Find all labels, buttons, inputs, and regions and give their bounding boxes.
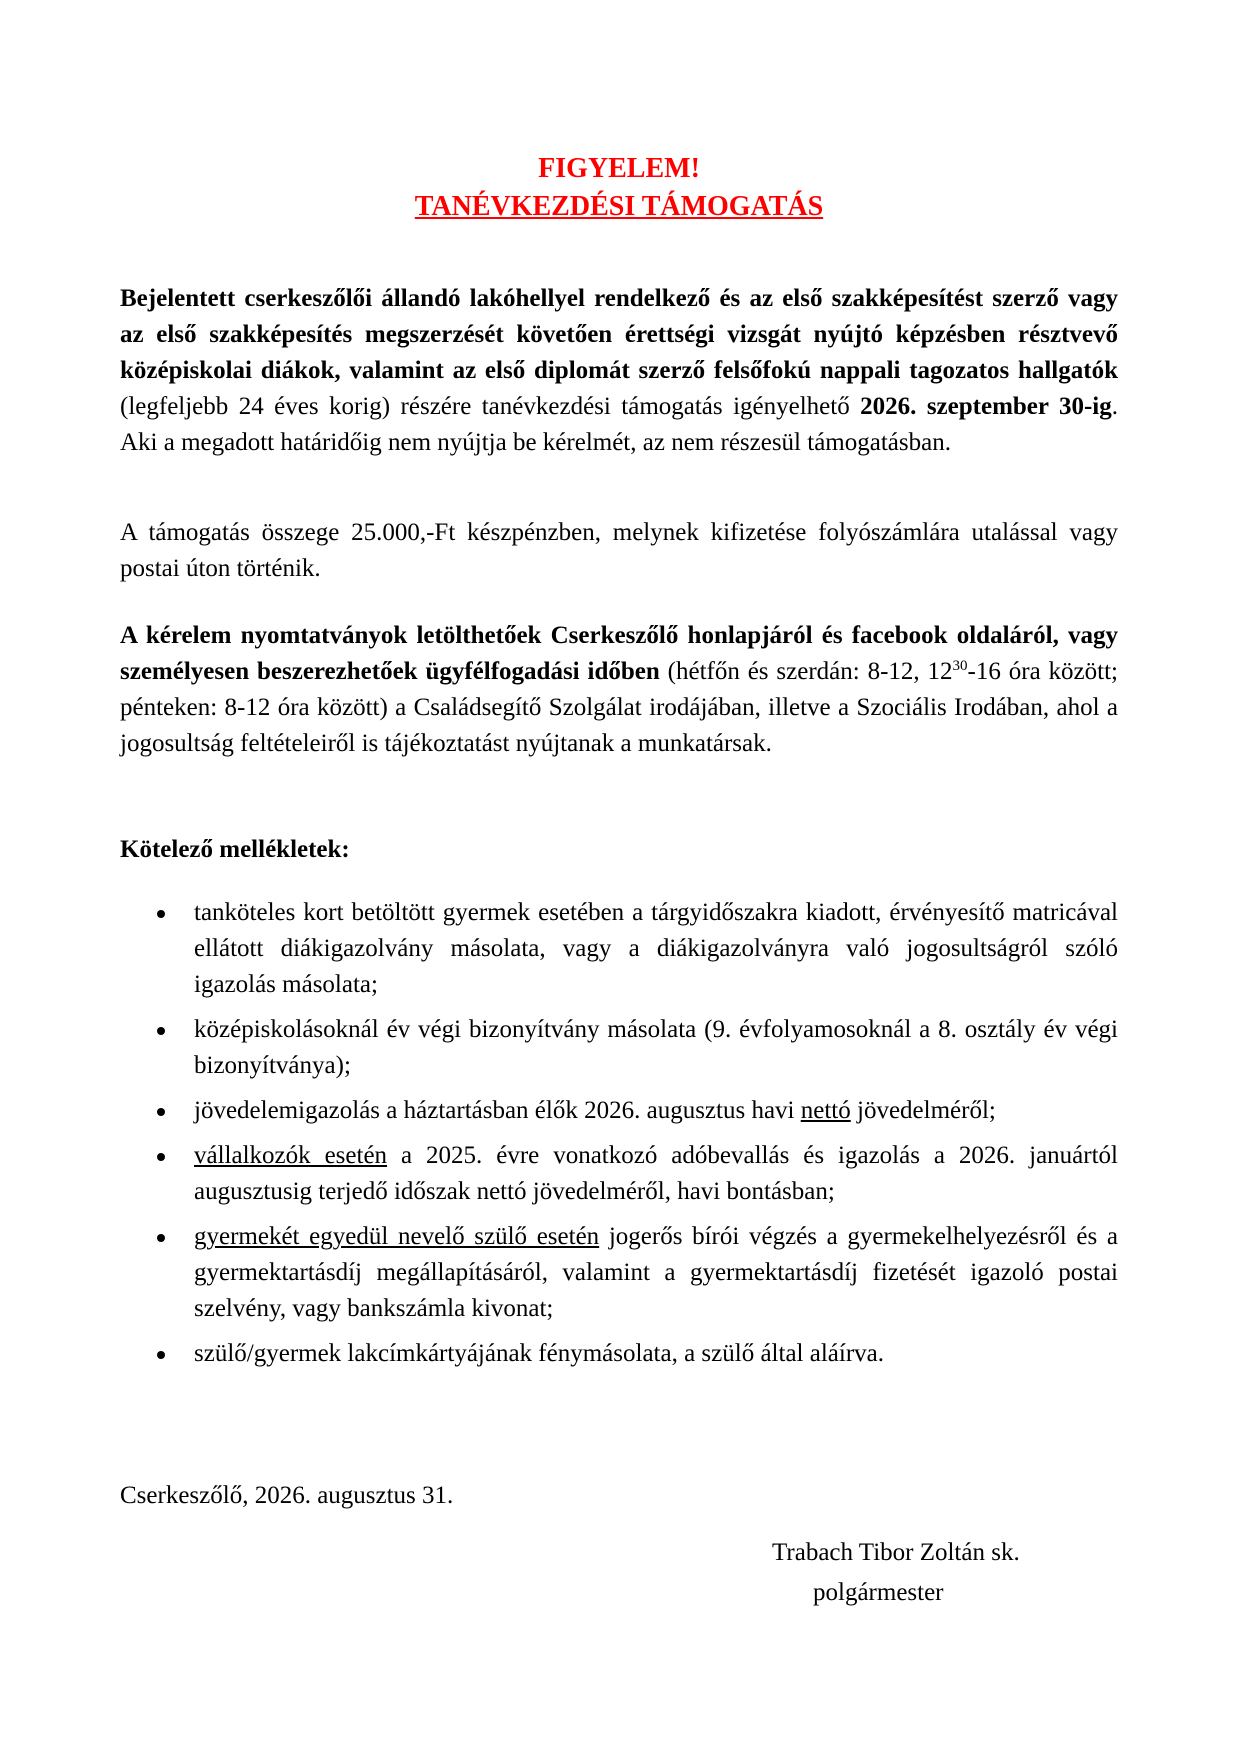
list-item-underlined: nettó [800, 1097, 851, 1124]
list-item-text: szülő/gyermek lakcímkártyájának fénymásolata, a szülő által aláírva. [194, 1340, 884, 1367]
bullet-icon [157, 1351, 165, 1359]
attachments-list [120, 895, 1118, 1381]
paragraph-amount [120, 515, 1118, 587]
paragraph-forms [120, 618, 1118, 762]
bullet-icon [157, 910, 165, 918]
amount-text: A támogatás összege 25.000,-Ft készpénzben, melynek kifizetése folyószámlára utalással vagy postai úton történik. [120, 519, 1118, 582]
hours-start-text: (hétfőn és szerdán: 8-12, 12 [659, 658, 953, 685]
list-item-underlined: gyermekét egyedül nevelő szülő esetén [194, 1223, 600, 1250]
list-item-underlined: vállalkozók esetén [194, 1142, 388, 1169]
title-line-attention: FIGYELEM! [538, 153, 700, 184]
list-item [120, 1336, 1118, 1372]
bullet-icon [157, 1108, 165, 1116]
list-item-text: tanköteles kort betöltött gyermek esetében a tárgyidőszakra kiadott, érvényesítő matricával ellátott diákigazolvány másolata, vagy a diákigazolványra való jogosultságról szóló igazolás másolata; [194, 899, 1118, 998]
attachments-heading: Kötelező mellékletek: [120, 836, 350, 863]
list-item [120, 895, 1118, 1003]
bullet-icon [157, 1153, 165, 1161]
title-line-subject: TANÉVKEZDÉSI TÁMOGATÁS [414, 191, 824, 222]
forms-bold-text: A kérelem nyomtatványok letölthetőek Cserkeszőlő honlapjáról és facebook oldaláról, vagy személyesen beszerezhetőek ügyfélfogadási időben [120, 622, 1118, 685]
list-item-text: jövedelméről; [850, 1097, 996, 1124]
list-item [120, 1138, 1118, 1210]
paragraph-eligibility [120, 281, 1118, 461]
list-item-text: jogerős bírói végzés a gyermekelhelyezésről és a gyermektartásdíj megállapításáról, valamint a gyermektartásdíj fizetését igazoló postai szelvény, vagy bankszámla kivonat; [194, 1223, 1118, 1322]
list-item [120, 1219, 1118, 1327]
document-title [120, 150, 1118, 226]
hours-rest-text: -16 óra között; pénteken: 8-12 óra között) a Családsegítő Szolgálat irodájában, illetve a Szociális Irodában, ahol a jogosultság feltételeiről is tájékoztatást nyújtanak a munkatársak. [120, 658, 1118, 757]
hours-superscript: 30 [952, 658, 968, 674]
place-date: Cserkeszőlő, 2026. augusztus 31. [120, 1482, 454, 1509]
eligibility-normal-text: (legfeljebb 24 éves korig) részére tanévkezdési támogatás igényelhető [120, 393, 861, 420]
eligibility-bold-text: Bejelentett cserkeszőlői állandó lakóhellyel rendelkező és az első szakképesítést szerző vagy az első szakképesítés megszerzését követően érettségi vizsgát nyújtó képzésben résztvevő középiskolai diákok, valamint az első diplomát szerző felsőfokú nappali tagozatos hallgatók [120, 285, 1118, 384]
eligibility-tail-text: . Aki a megadott határidőig nem nyújtja be kérelmét, az nem részesül támogatásban. [120, 393, 1118, 456]
list-item [120, 1093, 1118, 1129]
list-item-text: középiskolásoknál év végi bizonyítvány másolata (9. évfolyamosoknál a 8. osztály év végi bizonyítványa); [194, 1016, 1118, 1079]
signer-name: Trabach Tibor Zoltán sk. [772, 1539, 1020, 1566]
list-item-pre: jövedelemigazolás a háztartásban élők 2026. augusztus havi [194, 1097, 801, 1124]
list-item [120, 1012, 1118, 1084]
list-item-text: a 2025. évre vonatkozó adóbevallás és igazolás a 2026. januártól augusztusig terjedő időszak nettó jövedelméről, havi bontásban; [194, 1142, 1118, 1205]
bullet-icon [157, 1234, 165, 1242]
signer-title: polgármester [813, 1579, 944, 1606]
bullet-icon [157, 1027, 165, 1035]
deadline-text: 2026. szeptember 30-ig [860, 393, 1112, 420]
